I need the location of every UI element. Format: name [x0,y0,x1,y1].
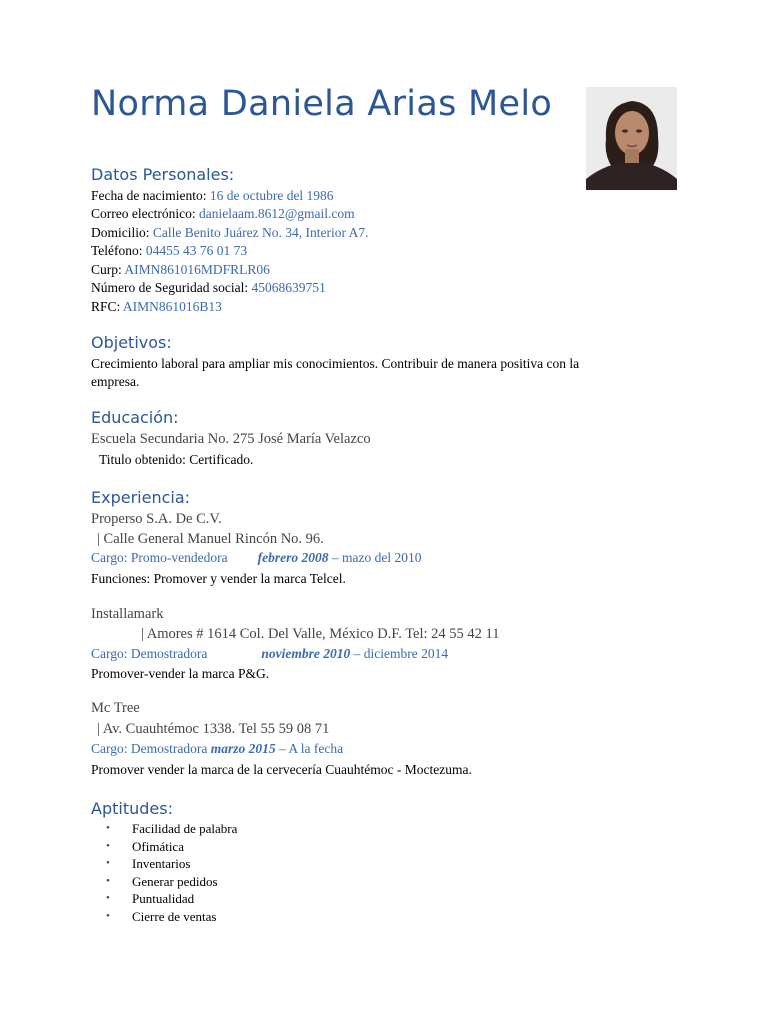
job-company: Mc Tree [91,700,140,716]
phone-row [91,242,247,260]
job-company: Properso S.A. De C.V. [91,511,222,527]
email-row [91,205,355,223]
section-heading-skills: Aptitudes: [91,799,173,818]
phone-label: Teléfono: [91,243,146,258]
list-item: • Ofimática [91,838,237,856]
rfc-row [91,298,222,316]
objectives-line-1: Crecimiento laboral para ampliar mis conocimientos. Contribuir de manera positiva con la [91,356,580,371]
nss-row [91,279,326,297]
rfc-value: AIMN861016B13 [122,299,222,314]
section-heading-objectives: Objetivos: [91,333,172,352]
job-role-row [91,645,448,663]
section-heading-personal: Datos Personales: [91,165,235,184]
curp-label: Curp: [91,262,125,277]
job-role: Cargo: Demostradora [91,646,208,661]
job-role: Cargo: Demostradora [91,741,211,756]
job-duties: Promover-vender la marca P&G. [91,666,270,681]
list-item: • Cierre de ventas [91,908,237,926]
curp-row [91,261,270,279]
degree-obtained: Titulo obtenido: Certificado. [99,452,254,467]
section-heading-education: Educación: [91,408,179,427]
job-role: Cargo: Promo-vendedora [91,550,228,565]
job-start-date: noviembre 2010 [261,646,351,661]
birth-date-value: 16 de octubre del 1986 [209,188,334,203]
job-end-date: – A la fecha [275,741,344,756]
nss-label: Número de Seguridad social: [91,280,252,295]
job-end-date: – mazo del 2010 [328,550,422,565]
address-label: Domicilio: [91,225,153,240]
profile-photo [586,87,677,190]
address-row [91,224,368,242]
phone-value: 04455 43 76 01 73 [145,243,248,258]
job-company: Installamark [91,606,164,622]
school-name: Escuela Secundaria No. 275 José María Velazco [91,431,371,447]
section-heading-experience: Experiencia: [91,488,191,507]
job-start-date: febrero 2008 [257,550,329,565]
job-address: | Av. Cuauhtémoc 1338. Tel 55 59 08 71 [97,721,330,737]
list-item: • Puntualidad [91,890,237,908]
job-role-row [91,549,421,567]
address-value: Calle Benito Juárez No. 34, Interior A7. [152,225,369,240]
job-end-date: – diciembre 2014 [350,646,449,661]
photo-icon [586,87,677,190]
job-address: | Calle General Manuel Rincón No. 96. [97,531,324,547]
birth-date-row [91,187,334,205]
email-label: Correo electrónico: [91,206,199,221]
list-item: • Facilidad de palabra [91,820,237,838]
birth-date-label: Fecha de nacimiento: [91,188,210,203]
nss-value: 45068639751 [251,280,326,295]
objectives-line-2: empresa. [91,374,140,389]
email-value: danielaam.8612@gmail.com [198,206,355,221]
job-duties: Promover vender la marca de la cervecería Cuauhtémoc - Moctezuma. [91,762,472,777]
list-item: • Generar pedidos [91,873,237,891]
job-duties: Funciones: Promover y vender la marca Telcel. [91,571,346,586]
page-title: Norma Daniela Arias Melo [91,84,553,124]
list-item: • Inventarios [91,855,237,873]
job-address: | Amores # 1614 Col. Del Valle, México D.F. Tel: 24 55 42 11 [141,626,500,642]
job-start-date: marzo 2015 [210,741,276,756]
rfc-label: RFC: [91,299,123,314]
curp-value: AIMN861016MDFRLR06 [124,262,270,277]
skills-list [91,820,237,926]
job-role-row [91,740,343,758]
